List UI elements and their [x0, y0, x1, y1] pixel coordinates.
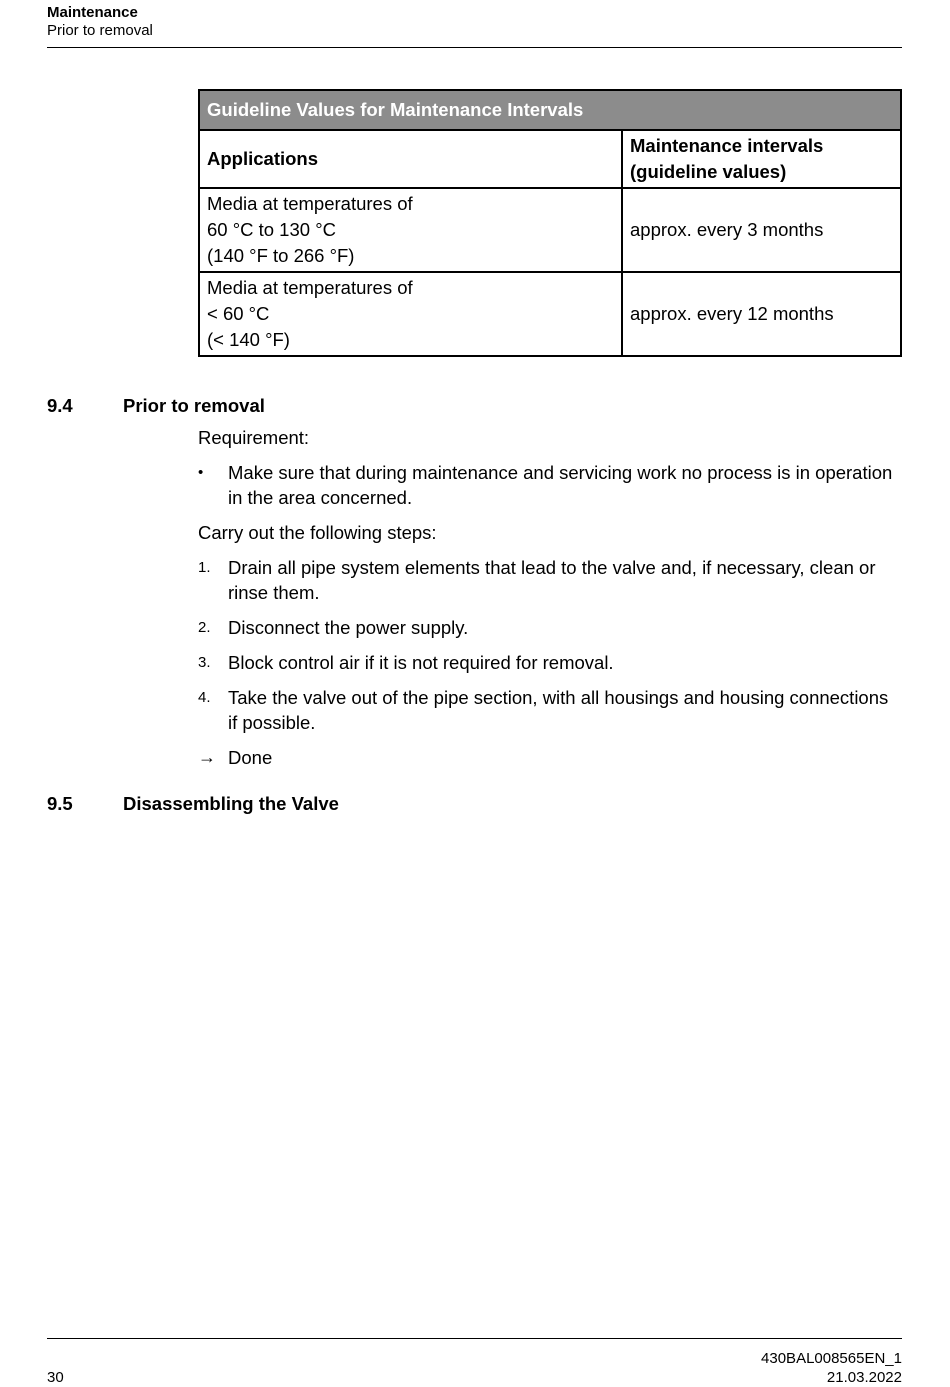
header-chapter: Maintenance [47, 4, 138, 21]
step-text: Disconnect the power supply. [228, 617, 469, 638]
result-text: Done [228, 747, 273, 768]
header-section: Prior to removal [47, 22, 153, 39]
interval-cell: approx. every 3 months [622, 188, 901, 272]
section-number: 9.4 [47, 395, 73, 416]
col-header-intervals: Maintenance intervals (guideline values) [622, 130, 901, 188]
requirement-bullet [198, 460, 898, 510]
document-id: 430BAL008565EN_1 [761, 1350, 902, 1367]
table-row [199, 272, 901, 356]
step-number: 4. [198, 689, 211, 706]
application-line: 60 °C to 130 °C [207, 219, 336, 240]
section-title: Disassembling the Valve [123, 793, 339, 814]
section-heading-9-4 [47, 395, 265, 417]
step-item [198, 650, 898, 675]
footer-doc-info [761, 1349, 902, 1387]
step-number: 2. [198, 619, 211, 636]
maintenance-interval-table [198, 89, 902, 357]
application-cell [199, 272, 622, 356]
result-item [198, 745, 898, 770]
application-cell [199, 188, 622, 272]
section-title: Prior to removal [123, 395, 265, 416]
step-number: 3. [198, 654, 211, 671]
step-text: Drain all pipe system elements that lead to the valve and, if necessary, clean or rinse them. [228, 557, 876, 603]
step-item [198, 615, 898, 640]
application-line: (< 140 °F) [207, 329, 290, 350]
steps-intro: Carry out the following steps: [198, 522, 437, 543]
application-line: (140 °F to 266 °F) [207, 245, 355, 266]
interval-cell: approx. every 12 months [622, 272, 901, 356]
requirement-label: Requirement: [198, 427, 310, 448]
application-line: Media at temperatures of [207, 277, 413, 298]
bullet-marker: • [198, 464, 204, 481]
step-item [198, 685, 898, 735]
page-number: 30 [47, 1369, 64, 1386]
col-header-applications: Applications [199, 130, 622, 188]
header-rule [47, 47, 902, 48]
step-text: Block control air if it is not required for removal. [228, 652, 614, 673]
running-header [47, 4, 153, 40]
footer-rule [47, 1338, 902, 1339]
section-number: 9.5 [47, 793, 73, 814]
application-line: < 60 °C [207, 303, 270, 324]
step-text: Take the valve out of the pipe section, with all housings and housing connections if possible. [228, 687, 889, 733]
document-date: 21.03.2022 [826, 1369, 902, 1386]
step-number: 1. [198, 559, 211, 576]
bullet-text: Make sure that during maintenance and servicing work no process is in operation in the area concerned. [228, 462, 893, 508]
step-item [198, 555, 898, 605]
section-body-prior-to-removal [198, 425, 898, 770]
table-row [199, 188, 901, 272]
application-line: Media at temperatures of [207, 193, 413, 214]
result-arrow-icon: → [198, 747, 216, 767]
table-caption: Guideline Values for Maintenance Intervals [199, 90, 901, 130]
section-heading-9-5 [47, 793, 339, 815]
